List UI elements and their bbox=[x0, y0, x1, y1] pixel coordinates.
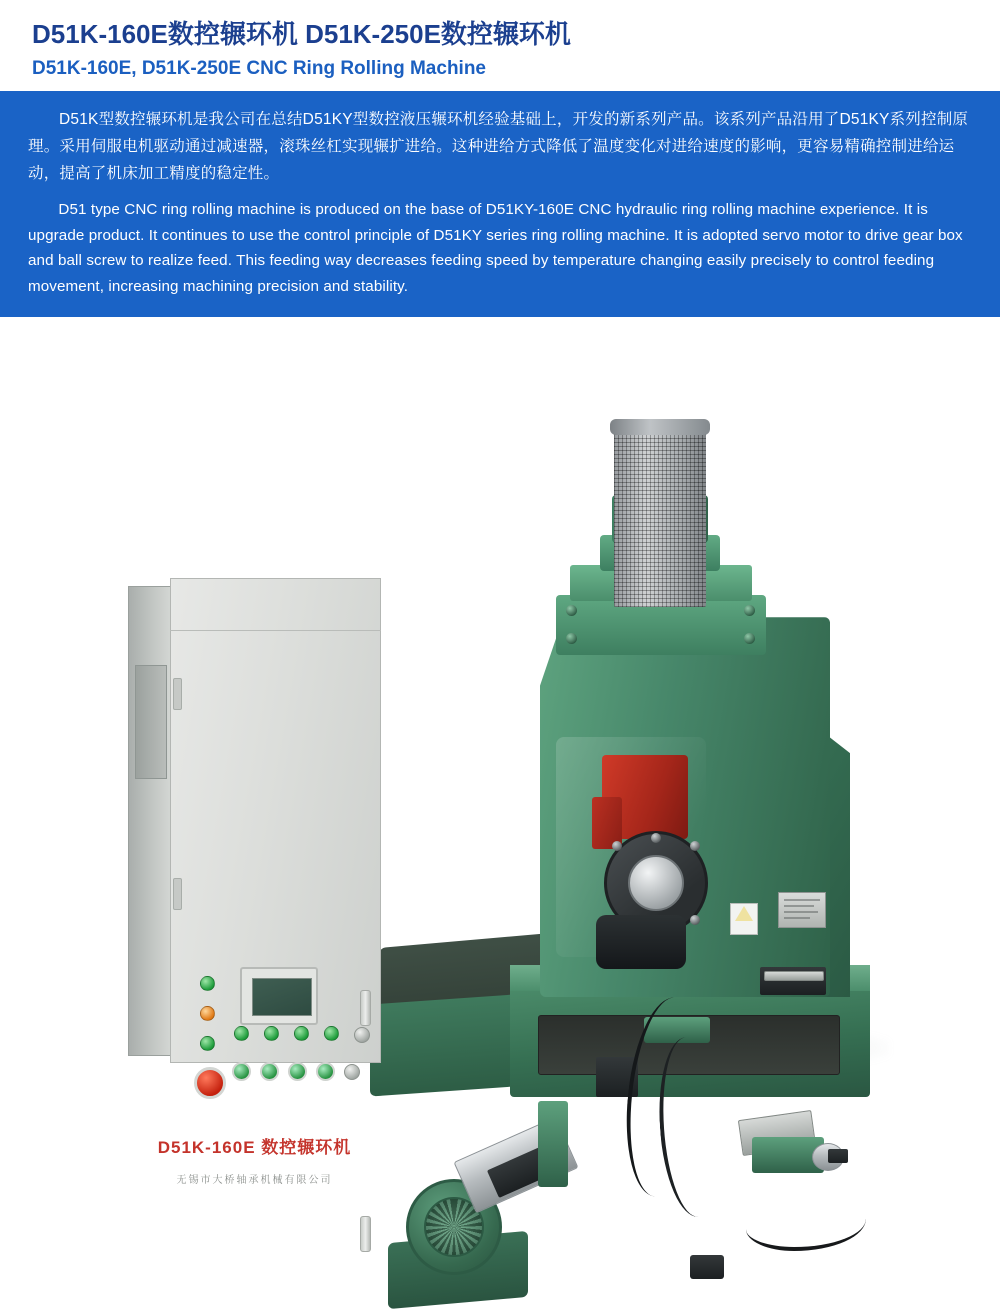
cabinet-seam bbox=[170, 630, 381, 631]
description-band bbox=[0, 91, 1000, 317]
cabinet-handle[interactable] bbox=[360, 990, 371, 1026]
push-button[interactable] bbox=[288, 1062, 307, 1081]
warning-label bbox=[730, 903, 758, 935]
terminal-rail bbox=[764, 971, 824, 981]
cabinet-side-vent bbox=[135, 665, 167, 779]
cable bbox=[746, 1197, 866, 1251]
control-cabinet bbox=[128, 578, 381, 1187]
ring-rolling-machine bbox=[360, 437, 1000, 1097]
hmi-screen[interactable] bbox=[252, 978, 312, 1016]
push-button[interactable] bbox=[316, 1062, 335, 1081]
cabinet-hinge bbox=[173, 678, 182, 710]
page-title bbox=[0, 0, 1000, 91]
cabinet-hinge bbox=[173, 878, 182, 910]
lower-roll bbox=[596, 915, 686, 969]
emergency-stop-button[interactable] bbox=[194, 1067, 226, 1099]
cable-connector bbox=[690, 1255, 724, 1279]
spec-plate bbox=[778, 892, 826, 928]
hmi-panel[interactable] bbox=[240, 967, 318, 1025]
right-cylinder-tip bbox=[828, 1149, 848, 1163]
main-roll-hub bbox=[628, 855, 684, 911]
mesh-filter-cap bbox=[610, 419, 710, 435]
cabinet-brand-text: D51K-160E 数控辗环机 bbox=[157, 1138, 352, 1158]
title-english: D51K-160E, D51K-250E CNC Ring Rolling Machine bbox=[32, 57, 486, 79]
cabinet-company-text: 无锡市大桥轴承机械有限公司 bbox=[176, 1175, 333, 1187]
left-green-cylinder bbox=[538, 1101, 568, 1187]
description-chinese: D51K型数控辗环机是我公司在总结D51KY型数控液压辗环机经验基础上，开发的新系列产品。该系列产品沿用了D51KY系列控制原理。采用伺服电机驱动通过减速器，滚珠丝杠实现辗扩进给。这种进给方式降低了温度变化对进给速度的影响，更容易精确控制进给运动，提高了机床加工精度的稳定性。 bbox=[28, 111, 969, 182]
description-english: D51 type CNC ring rolling machine is produced on the base of D51KY-160E CNC hydraulic ring rolling machine experience. It is upgrade product. It continues to use the control principle of D51KY series ring rolling machine. It is adopted servo motor to drive gear box and ball screw to realize feed. This feeding way decreases feeding speed by temperature changing easily precisely to control feeding movement, increasing machining precision and stability. bbox=[28, 201, 963, 295]
mesh-filter-cylinder bbox=[614, 427, 706, 607]
cabinet-handle[interactable] bbox=[360, 1216, 371, 1252]
product-photo bbox=[0, 317, 1000, 1187]
push-button[interactable] bbox=[232, 1062, 251, 1081]
title-chinese: D51K-160E数控辗环机 D51K-250E数控辗环机 bbox=[32, 19, 571, 49]
cabinet-side-panel bbox=[128, 586, 171, 1056]
push-button[interactable] bbox=[260, 1062, 279, 1081]
warning-triangle-icon bbox=[735, 906, 753, 921]
